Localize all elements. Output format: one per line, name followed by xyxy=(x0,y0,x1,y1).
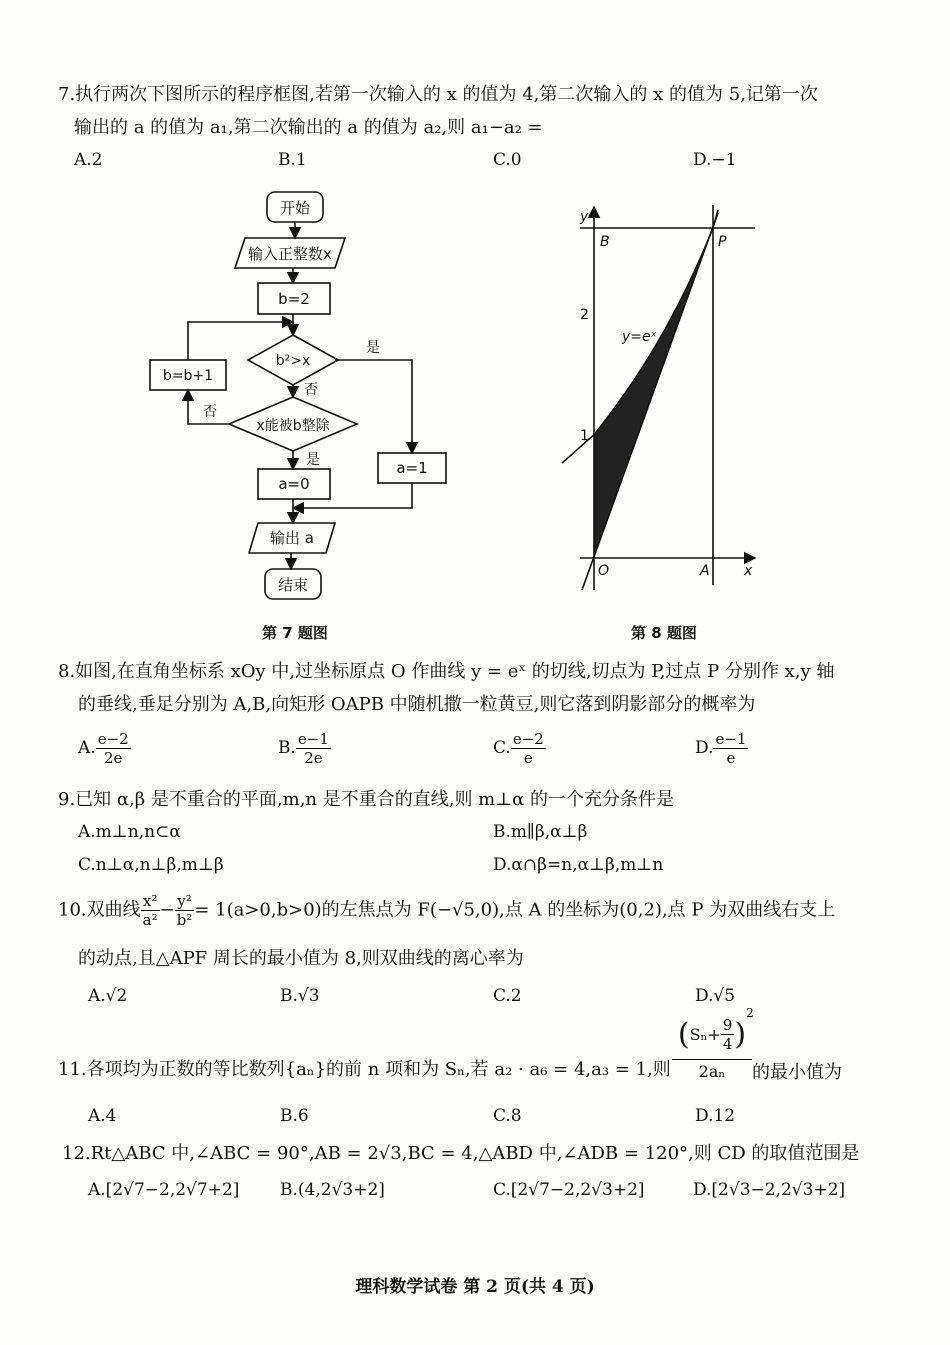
flow-no2-label: 否 xyxy=(203,404,217,420)
q8-figure-caption: 第 8 题图 xyxy=(631,624,697,642)
flow-a1-label: a=1 xyxy=(396,459,428,477)
graph-curve-label: y=eˣ xyxy=(622,329,657,345)
q7-option-c: C.0 xyxy=(493,150,522,170)
q10-stem-line1: 10.双曲线 $\frac{\text{x²}}{\text{a²}}$ − $\frac{\text{y²}}{\text{b²}}$ = 1(a>0,b>0)的左焦点为 F(−√5,0),点 A 的坐标为(0,2),点 P 为双曲线右支上 xyxy=(58,892,836,929)
q9-option-d: D.α∩β=n,α⊥β,m⊥n xyxy=(493,855,664,875)
flow-yes1-label: 是 xyxy=(366,340,380,356)
q7-figure-caption: 第 7 题图 xyxy=(262,624,328,642)
q7-stem-line1: 7.执行两次下图所示的程序框图,若第一次输入的 x 的值为 4,第二次输入的 x 的值为 5,记第一次 xyxy=(58,84,818,105)
q8-option-c: C. $\frac{e-2}{e}$ xyxy=(493,730,544,767)
flow-cond2-label: x能被b整除 xyxy=(256,418,330,434)
flow-incr-label: b=b+1 xyxy=(162,368,214,384)
q11-option-c: C.8 xyxy=(493,1106,522,1126)
graph-point-a: A xyxy=(700,563,710,579)
graph-y-label: y xyxy=(580,209,589,225)
page-footer: 理科数学试卷 第 2 页(共 4 页) xyxy=(355,1277,595,1297)
q8-graph xyxy=(550,195,770,595)
q10-option-d: D.√5 xyxy=(695,986,736,1006)
flowchart xyxy=(130,180,490,610)
q8-stem-line1: 8.如图,在直角坐标系 xOy 中,过坐标原点 O 作曲线 y = eˣ 的切线,切点为 P,过点 P 分别作 x,y 轴 xyxy=(58,661,835,682)
q11-tail: 的最小值为 xyxy=(752,1062,842,1083)
q12-option-c: C.[2√7−2,2√3+2] xyxy=(493,1180,645,1200)
graph-tick-2: 2 xyxy=(580,307,589,323)
flow-no1-label: 否 xyxy=(304,382,318,398)
flow-input-label: 输入正整数x xyxy=(248,245,332,263)
graph-point-p: P xyxy=(718,234,727,250)
q10-stem-line2: 的动点,且△APF 周长的最小值为 8,则双曲线的离心率为 xyxy=(78,948,524,969)
q11-expression: (Sₙ+ $\frac{9}{4}$ ) 2 2aₙ xyxy=(672,1012,752,1081)
q7-stem-line2: 输出的 a 的值为 a₁,第二次输出的 a 的值为 a₂,则 a₁−a₂ = xyxy=(74,117,543,138)
graph-x-label: x xyxy=(744,563,753,579)
q10-option-c: C.2 xyxy=(493,986,522,1006)
graph-origin-label: O xyxy=(598,563,610,579)
q11-option-d: D.12 xyxy=(695,1106,736,1126)
q8-stem-line2: 的垂线,垂足分别为 A,B,向矩形 OAPB 中随机撒一粒黄豆,则它落到阴影部分的概率为 xyxy=(78,694,756,715)
q10-option-b: B.√3 xyxy=(280,986,320,1006)
q12-option-a: A.[2√7−2,2√7+2] xyxy=(88,1180,240,1200)
q7-option-d: D.−1 xyxy=(693,150,737,170)
flow-yes2-label: 是 xyxy=(306,452,320,468)
q7-option-a: A.2 xyxy=(74,150,103,170)
flow-start-label: 开始 xyxy=(279,199,311,217)
flow-init-label: b=2 xyxy=(278,290,310,308)
q11-stem: 11.各项均为正数的等比数列{aₙ}的前 n 项和为 Sₙ,若 a₂ · a₆ = 4,a₃ = 1,则 xyxy=(58,1059,671,1080)
flow-end-label: 结束 xyxy=(277,576,309,594)
q12-stem: 12.Rt△ABC 中,∠ABC = 90°,AB = 2√3,BC = 4,△ABD 中,∠ADB = 120°,则 CD 的取值范围是 xyxy=(62,1143,860,1164)
flow-output-label: 输出 a xyxy=(270,529,314,547)
q8-option-d: D. $\frac{e-1}{e}$ xyxy=(695,730,747,767)
q9-option-b: B.m∥β,α⊥β xyxy=(493,822,588,842)
q7-option-b: B.1 xyxy=(278,150,307,170)
q9-option-c: C.n⊥α,n⊥β,m⊥β xyxy=(78,855,224,875)
flow-a0-label: a=0 xyxy=(278,475,310,493)
graph-tick-1: 1 xyxy=(580,428,589,444)
q8-option-b: B. $\frac{e-1}{2e}$ xyxy=(278,730,329,767)
q8-option-a: A. $\frac{e-2}{2e}$ xyxy=(78,730,129,767)
q9-stem: 9.已知 α,β 是不重合的平面,m,n 是不重合的直线,则 m⊥α 的一个充分条件是 xyxy=(58,789,675,810)
flow-cond1-label: b²>x xyxy=(275,353,311,369)
q9-option-a: A.m⊥n,n⊂α xyxy=(78,822,181,842)
q12-option-d: D.[2√3−2,2√3+2] xyxy=(693,1180,846,1200)
q11-option-a: A.4 xyxy=(88,1106,117,1126)
q10-option-a: A.√2 xyxy=(88,986,128,1006)
q12-option-b: B.(4,2√3+2] xyxy=(280,1180,385,1200)
tangent-line xyxy=(582,213,718,590)
q11-option-b: B.6 xyxy=(280,1106,309,1126)
graph-point-b: B xyxy=(600,234,610,250)
